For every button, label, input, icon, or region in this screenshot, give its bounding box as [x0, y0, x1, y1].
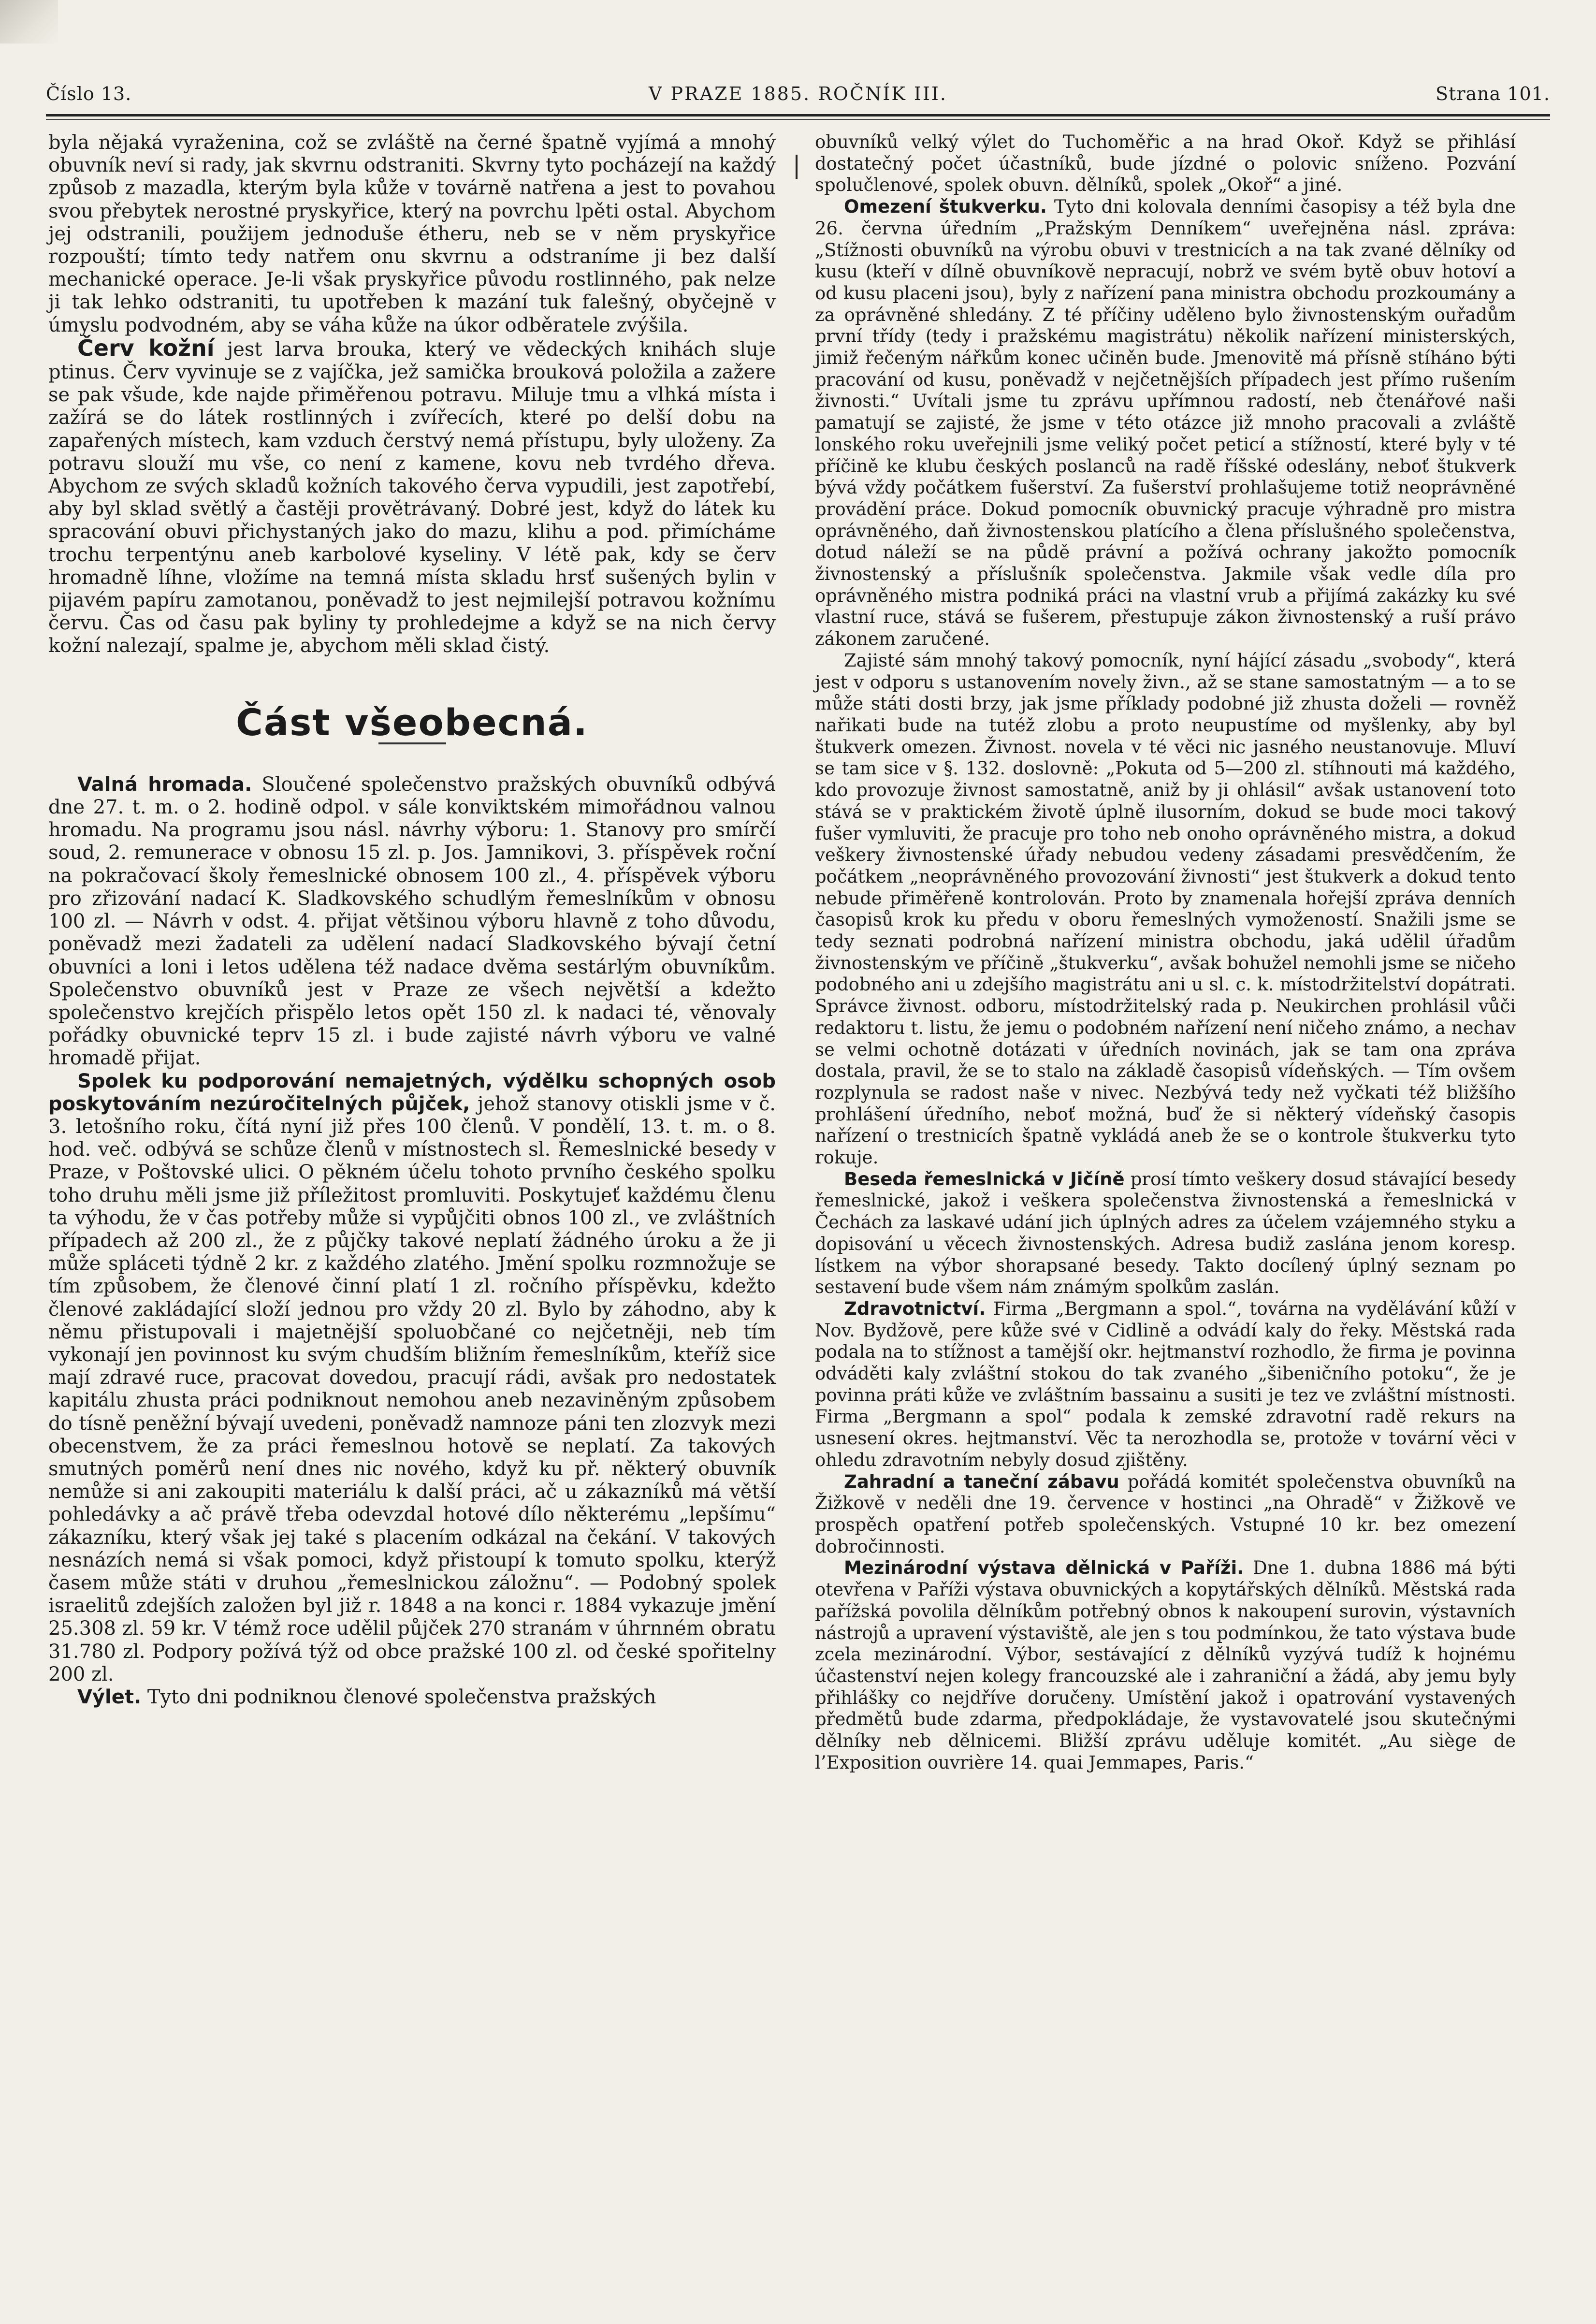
place-year-volume: V PRAZE 1885. ROČNÍK III.: [649, 83, 947, 104]
article-keyword: Výlet.: [77, 1686, 142, 1708]
article-text: prosí tímto veškery dosud stávající besedy řemeslnické, jakož i veškera společenstva živnostenská a řemeslnická v Čechách za laskavé udání jich úplných adres za účelem vzájemného styku a dopisování u věcech živnostenských. Adresa budiž zaslána jenom koresp. lístkem na výbor shorapsané besedy. Takto docílený úplný seznam po sestavení bude všem nám známým spolkům zaslán.: [815, 1168, 1516, 1298]
article-text: jehož stanovy otiskli jsme v č. 3. letošního roku, čítá nyní již přes 100 členů. V pondělí, 13. t. m. o 8. hod. več. odbývá se schůze členů v místnostech sl. Řemeslnické besedy v Praze, v Poštovské ulici. O pěkném účelu tohoto prvního českého spolku toho druhu měli jsme již příležitost promluviti. Poskytujeť každému členu ta výhodu, že v čas potřeby může si vypůjčiti obnos 100 zl., ve zvláštních případech až 200 zl., že z půjčky takové neplatí žádného úroku a že ji může spláceti týdně 2 kr. z každého zlatého. Jmění spolku rozmnožuje se tím způsobem, že členové činní platí 1 zl. ročního příspěvku, kdežto členové zakládající složí jednou pro vždy 20 zl. Bylo by záhodno, aby k němu přistupovali i majetnější spoluobčané co nejčetněji, neb tím vykonají jen povinnost ku svým chudším bližním řemeslníkům, kteříž sice mají zdravé ruce, pracovat dovedou, pracují rádi, avšak pro nedostatek kapitálu zhusta práci podniknout nemohou aneb nezaviněným způsobem do tísně peněžní bývají uvedeni, poněvadž namnoze páni ten zlozvyk mezi obecenstvem, že za práci řemeslnou hotově se neplatí. Za takových smutných poměrů není dnes nic nového, když ku př. některý obuvník nemůže si ani zakoupiti materiálu k další práci, ač u zákazníků má větší pohledávky a ač právě třeba odevzdal hotové dílo některému „lepšímu“ zákazníku, který však jej také s placením odkázal na čekání. V takových nesnázích nemá si však pomoci, když přistoupí k tomuto spolku, kterýž časem může státi v druhou „řemeslnickou záložnu“. — Podobný spolek israelitů zdejších založen byl již r. 1848 a na konci r. 1884 vykazuje jmění 25.308 zl. 59 kr. V témž roce udělil půjček 270 stranám v úhrnném obratu 31.780 zl. Podpory požívá týž od obce pražské 100 zl. od české spořitelny 200 zl.: [48, 1092, 776, 1685]
article-text: Firma „Bergmann a spol.“, továrna na vydělávání kůží v Nov. Bydžově, pere kůže své v Cidlině a odvádí kaly do řeky. Městská rada podala na to stížnost a tamější okr. hejtmanství rozhodlo, že firma je povinna odváděti kaly zvláštní stokou do tak zvaného „šibeničního potoku“, že je povinna práti kůže ve zvláštním bassainu a susiti je tez ve zvláštní místnosti. Firma „Bergmann a spol“ podala k zemské zdravotní radě rekurs na usnesení okres. hejtmanství. Věc ta nerozhodla se, protože v tovární věci v ohledu zdravotním nebyly dosud zjištěny.: [815, 1298, 1516, 1470]
article-paragraph: byla nějaká vyraženina, což se zvláště na černé špatně vyjímá a mnohý obuvník neví si rady, jak skvrnu odstraniti. Skvrny tyto pocházejí na každý způsob z mazadla, kterým byla kůže v továrně natřena a jest to povahou svou přebytek nerostné pryskyřice, který na povrchu lpěti ostal. Abychom jej odstranili, použijem jednoduše étheru, neb se v něm pryskyřice rozpouští; tímto tedy natřem onu skvrnu a odstraníme ji bez další mechanické operace. Je-li však pryskyřice původu rostlinného, pak nelze ji tak lehko odstraniti, tu upotřeben k mazání tuk falešný, obyčejně v úmyslu podvodném, aby se váha kůže na úkor odběratele zvýšila.: [48, 131, 776, 336]
article-text: Dne 1. dubna 1886 má býti otevřena v Paříži výstava obuvnických a kopytářských dělníků. Městská rada pařížská povolila dělníkům potřebný obnos k nakoupení surovin, výstavních nástrojů a upravení výstaviště, ale jen s tou podmínkou, že tato výstava bude zcela mezinárodní. Výbor, sestávající z dělníků vyzývá tudíž k hojnému účastenství nejen kolegy francouzské ale i zahraniční a žádá, aby jemu byly přihlášky co nejdříve doručeny. Umístění jakož i opatrování vystavených předmětů bude zdarma, předpokládaje, že vystavovatelé jsou skutečnými dělníky neb dělnicemi. Bližší zprávu uděluje komitét. „Au siège de l’Exposition ouvrière 14. quai Jemmapes, Paris.“: [815, 1557, 1516, 1773]
article-keyword: Zahradní a taneční zábavu: [844, 1471, 1119, 1492]
article-keyword: Omezení štukverku.: [844, 196, 1047, 218]
column-divider: [796, 155, 798, 179]
article-paragraph: [48, 1070, 776, 1686]
header-rule-thin: [46, 119, 1550, 120]
article-keyword: Zdravotnictví.: [844, 1298, 986, 1319]
article-text: Sloučené společenstvo pražských obuvníků odbývá dne 27. t. m. o 2. hodině odpol. v sále konviktském mimořádnou valnou hromadu. Na programu jsou násl. návrhy výboru: 1. Stanovy pro smírčí soud, 2. remunerace v obnosu 15 zl. p. Jos. Jamnikovi, 3. příspěvek roční na pokračovací školy řemeslnické obnosem 100 zl., 4. příspěvek výboru pro zřizování nadací K. Sladkovského schudlým řemeslníkům v obnosu 100 zl. — Návrh v odst. 4. přijat většinou výboru hlavně z toho důvodu, poněvadž mezi žadateli za udělení nadací Sladkovského bývají četní obuvníci a loni i letos udělena též nadace dvěma sestárlým obuvníkům. Společenstvo obuvníků jest v Praze ze všech největší a kdežto společenstvo krejčích přispělo letos opět 150 zl. k nadaci té, věnovaly pořádky obuvnické teprv 15 zl. i bude zajisté návrh výboru ve valné hromadě přijat.: [48, 773, 776, 1070]
article-text: Tyto dni podniknou členové společenstva pražských: [141, 1686, 656, 1708]
article-text: pořádá komitét společenstva obuvníků na Žižkově v neděli dne 19. července v hostinci „na Ohradě“ v Žižkově ve prospěch opatření potřeb společenských. Vstupné 10 kr. bez omezení dobročinnosti.: [815, 1471, 1516, 1557]
article-paragraph: [48, 1686, 776, 1709]
article-text: jest larva brouka, který ve vědeckých knihách sluje ptinus. Červ vyvinuje se z vajíčka, jež samička brouková položila a zažere se pak všude, kde najde přiměřenou potravu. Miluje tmu a vlhká místa i zažírá se do látek rostlinných i zvířecích, které po delší dobu na zapařených místech, kam vzduch čerstvý nemá přístupu, byly uloženy. Za potravu slouží mu vše, co není z kamene, kovu neb tvrdého dřeva. Abychom ze svých skladů kožních takového červa vypudili, jest zapotřebí, aby byl sklad světlý a častěji provětrávaný. Dobré jest, když do látek ku spracování obuvi přichystaných jako do mazu, klihu a pod. přimícháme trochu terpentýnu aneb karbolové kyseliny. V létě pak, kdy se červ hromadně líhne, vložíme na temná místa skladu hrsť sušených bylin v pijavém papíru zamotanou, poněvadž to jest nejmilejší potravou kožnímu červu. Čas od času pak byliny ty prohledejme a když se na nich červy kožní nalezají, spalme je, abychom měli sklad čistý.: [48, 338, 776, 657]
article-keyword: Beseda řemeslnická v Jičíně: [844, 1168, 1125, 1190]
article-keyword: Spolek ku podporování nemajetných, výdělku schopných osob poskytováním nezúročitelných půjček,: [48, 1070, 776, 1115]
article-keyword: Valná hromada.: [77, 773, 252, 796]
left-column: [48, 131, 776, 1709]
article-paragraph: obuvníků velký výlet do Tuchoměřic a na hrad Okoř. Když se přihlásí dostatečný počet účastníků, bude jízdné o polovic sníženo. Pozvání spolučlenové, spolek obuvn. dělníků, spolek „Okoř“ a jiné.: [815, 131, 1516, 196]
article-paragraph: [815, 1169, 1516, 1298]
article-paragraph: [48, 334, 776, 658]
article-keyword: Mezinárodní výstava dělnická v Paříži.: [844, 1557, 1244, 1579]
page-header: [46, 83, 1550, 112]
page-number: Strana 101.: [1436, 83, 1550, 104]
article-keyword: Červ kožní: [77, 334, 215, 361]
right-column: [815, 131, 1516, 1773]
issue-number: Číslo 13.: [46, 83, 132, 104]
article-text: Tyto dni kolovala denními časopisy a též byla dne 26. června úředním „Pražským Denníkem“ uveřejněna násl. zpráva: „Stížnosti obuvníků na výrobu obuvi v trestnicích a na tak zvané dělníky od kusu (kteří v dílně obuvníkově nepracují, nobrž ve svém bytě obuv hotoví a od kusu placeni jsou), byly z nařízení pana ministra obchodu prozkoumány a za oprávněné shledány. Z té příčiny uděleno bylo živnostenským ouřadům první třídy (tedy i pražskému magistrátu) několik nařízení ministerských, jimiž řečeným nářkům konec učiněn bude. Jmenovitě má přísně stíháno býti pracování od kusu, poněvadž v nejčetnějších případech jest přímo rušením živnosti.“ Uvítali jsme tu zprávu upřímnou radostí, neb čtenářové naši pamatují se zajisté, že jsme v této otázce již mnoho pracovali a zvláště lonského roku uveřejnili jsme veliký počet peticí a stížností, které byly v té příčině ke klubu českých poslanců na radě říšské odeslány, neboť štukverk bývá vždy počátkem fušerství. Za fušerství prohlašujeme totiž neoprávněné provádění práce. Dokud pomocník obuvnický pracuje výhradně pro mistra oprávněného, daň živnostenskou platícího a člena příslušného společenstva, dotud náleží se na půdě právní a požívá ochrany jakožto pomocník živnostenský a příslušník společenstva. Jakmile však vedle díla pro oprávněného mistra podniká práci na vlastní vrub a přijímá zakázky ku své vlastní ruce, stává se fušerem, přestupuje zákon živnostenský a ruší právo zákonem zaručené.: [815, 196, 1516, 650]
article-paragraph: [815, 196, 1516, 650]
article-paragraph: Zajisté sám mnohý takový pomocník, nyní hájící zásadu „svobody“, která jest v odporu s ustanovením novely živn., až se stane samostatným — a to se může státi dosti brzy, jak jsme příklady podobné již zhusta doželi — rovněž nařikati bude na tutéž zlobu a proto neupustíme od myšlenky, aby byl štukverk omezen. Živnost. novela v té věci nic jasného neustanovuje. Mluví se tam sice v §. 132. doslovně: „Pokuta od 5—200 zl. stíhnouti má každého, kdo provozuje živnost samostatně, aniž by ji ohlásil“ avšak ustanovení toto stává se v praktickém životě úplně ilusorním, dokud se bude moci takový fušer vymluviti, že pracuje pro toho neb onoho oprávněného mistra, a dokud veškery živnostenské úřady nebudou vedeny zásadami presvědčením, že počátkem „neoprávněného provozování živnosti“ jest štukverk a dokud tento nebude přiměřeně kontrolován. Proto by znamenala hořejší zpráva denních časopisů krok ku předu v oboru řemeslných vymožeností. Snažili jsme se tedy seznati podrobná nařízení ministra obchodu, jaká udělil úřadům živnostenským ve příčině „štukverku“, avšak bohužel nemohli jsme se ničeho podobného ani u zdejšího magistrátu ani u sl. c. k. místodržitelství dopátrati. Správce živnost. odboru, místodržitelský rada p. Neukirchen prohlásil vůči redaktoru t. listu, že jemu o podobném nařízení není ničeho známo, a nechav se velmi ochotně dotázati v úředních novinách, jak se tam ona zpráva dostala, pravil, že se to stalo na základě časopisů vídeňských. — Tím ovšem rozplynula se radost naše v nivec. Nezbývá tedy než vyčkati též bližšího prohlášení úředního, neboť možná, buď že si některý vídeňský časopis nařízení o trestnicích špatně vykládá aneb že se o kontrole štukverku tyto rokuje.: [815, 650, 1516, 1168]
article-paragraph: [815, 1298, 1516, 1471]
article-paragraph: [815, 1557, 1516, 1773]
header-rule: [46, 114, 1550, 116]
article-paragraph: [815, 1471, 1516, 1558]
article-paragraph: [48, 773, 776, 1070]
section-title: Část všeobecná.: [48, 711, 776, 744]
scan-corner-artifact: [0, 0, 58, 44]
